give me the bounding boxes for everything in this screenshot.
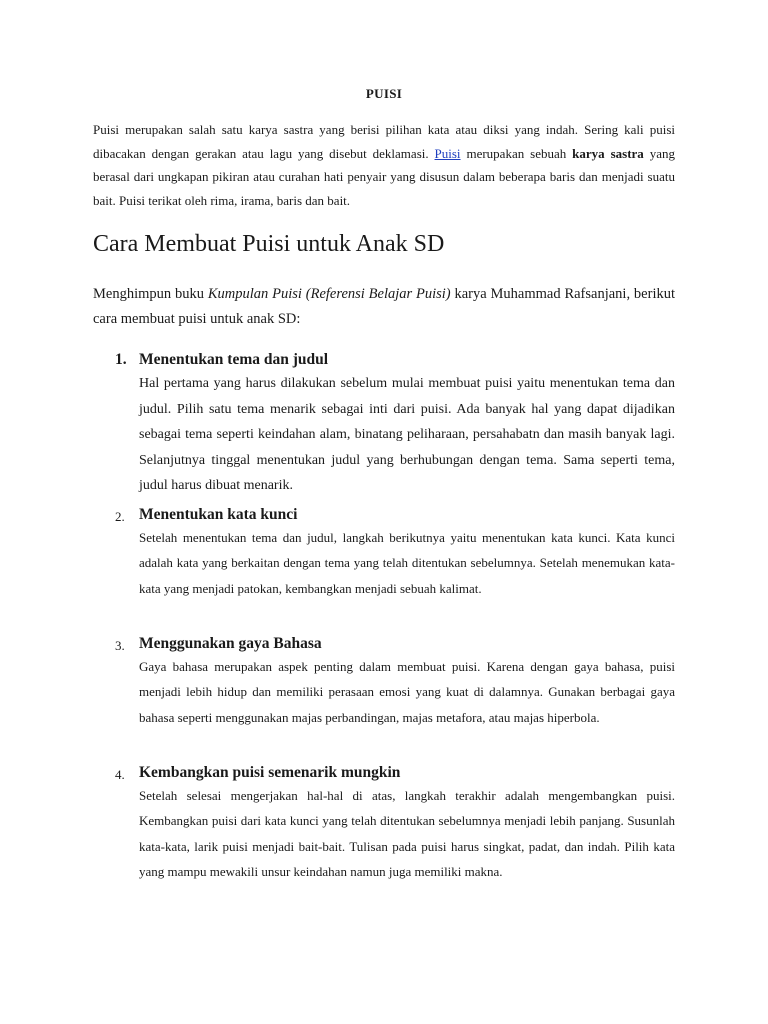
list-item-body: Setelah menentukan tema dan judul, langkah berikutnya yaitu menentukan kata kunci. Kata kunci adalah kata yang berkaitan dengan tema yang telah ditentukan sebelumnya. Setelah menemukan kata-kata yang menjadi patokan, kembangkan menjadi sebuah kalimat. [139, 530, 675, 596]
list-item-title: Kembangkan puisi semenarik mungkin [139, 764, 401, 781]
book-title: Kumpulan Puisi (Referensi Belajar Puisi) [207, 286, 451, 302]
lead-text-1: Menghimpun buku [93, 286, 208, 302]
list-item-title: Menentukan kata kunci [139, 506, 298, 523]
intro-bold-term: karya sastra [572, 145, 644, 161]
list-item-title: Menentukan tema dan judul [139, 351, 329, 368]
list-item-body: Gaya bahasa merupakan aspek penting dalam membuat puisi. Karena dengan gaya bahasa, puisi menjadi lebih hidup dan memiliki perasaan emosi yang kuat di dalamnya. Gunakan berbagai gaya bahasa seperti menggunakan majas perbandingan, majas metafora, atau majas hiperbola. [139, 659, 675, 725]
intro-text-3: yang berasal dari ungkapan pikiran atau curahan hati penyair yang disusun dalam beberapa baris dan menjadi suatu bait. Puisi terikat oleh rima, irama, baris dan bait. [93, 145, 675, 208]
lead-text-2: karya Muhammad Rafsanjani, berikut cara membuat puisi untuk anak SD: [93, 286, 676, 327]
section-heading: Cara Membuat Puisi untuk Anak SD [93, 231, 445, 257]
lead-paragraph [93, 282, 675, 331]
intro-text-2: merupakan sebuah [460, 145, 573, 161]
intro-text-1: Puisi merupakan salah satu karya sastra yang berisi pilihan kata atau diksi yang indah. Sering kali puisi dibacakan dengan gerakan atau lagu yang disebut deklamasi. [93, 122, 675, 161]
list-item-number: 1. [115, 351, 127, 368]
list-item-number: 2. [115, 509, 125, 524]
document-title: PUISI [365, 86, 403, 101]
list-item-title: Menggunakan gaya Bahasa [139, 635, 322, 652]
puisi-link[interactable]: Puisi [434, 145, 461, 161]
list-item-body: Hal pertama yang harus dilakukan sebelum mulai membuat puisi yaitu menentukan tema dan judul. Pilih satu tema menarik sebagai inti dari puisi. Ada banyak hal yang dapat dijadikan sebagai tema seperti keindahan alam, binatang peliharaan, persahabatn dan masih banyak lagi. Selanjutnya tinggal menentukan judul yang berhubungan dengan tema. Sama seperti tema, judul harus dibuat menarik. [139, 376, 675, 494]
list-item-number: 3. [115, 638, 125, 653]
intro-paragraph [93, 118, 675, 212]
list-item-number: 4. [115, 767, 125, 782]
list-item-body: Setelah selesai mengerjakan hal-hal di atas, langkah terakhir adalah mengembangkan puisi. Kembangkan puisi dari kata kunci yang telah ditentukan sebelumnya menjadi lebih panjang. Susunlah kata-kata, larik puisi menjadi bait-bait. Tulisan pada puisi harus singkat, padat, dan indah. Pilih kata yang mampu mewakili unsur keindahan namun juga memiliki makna. [139, 788, 675, 879]
